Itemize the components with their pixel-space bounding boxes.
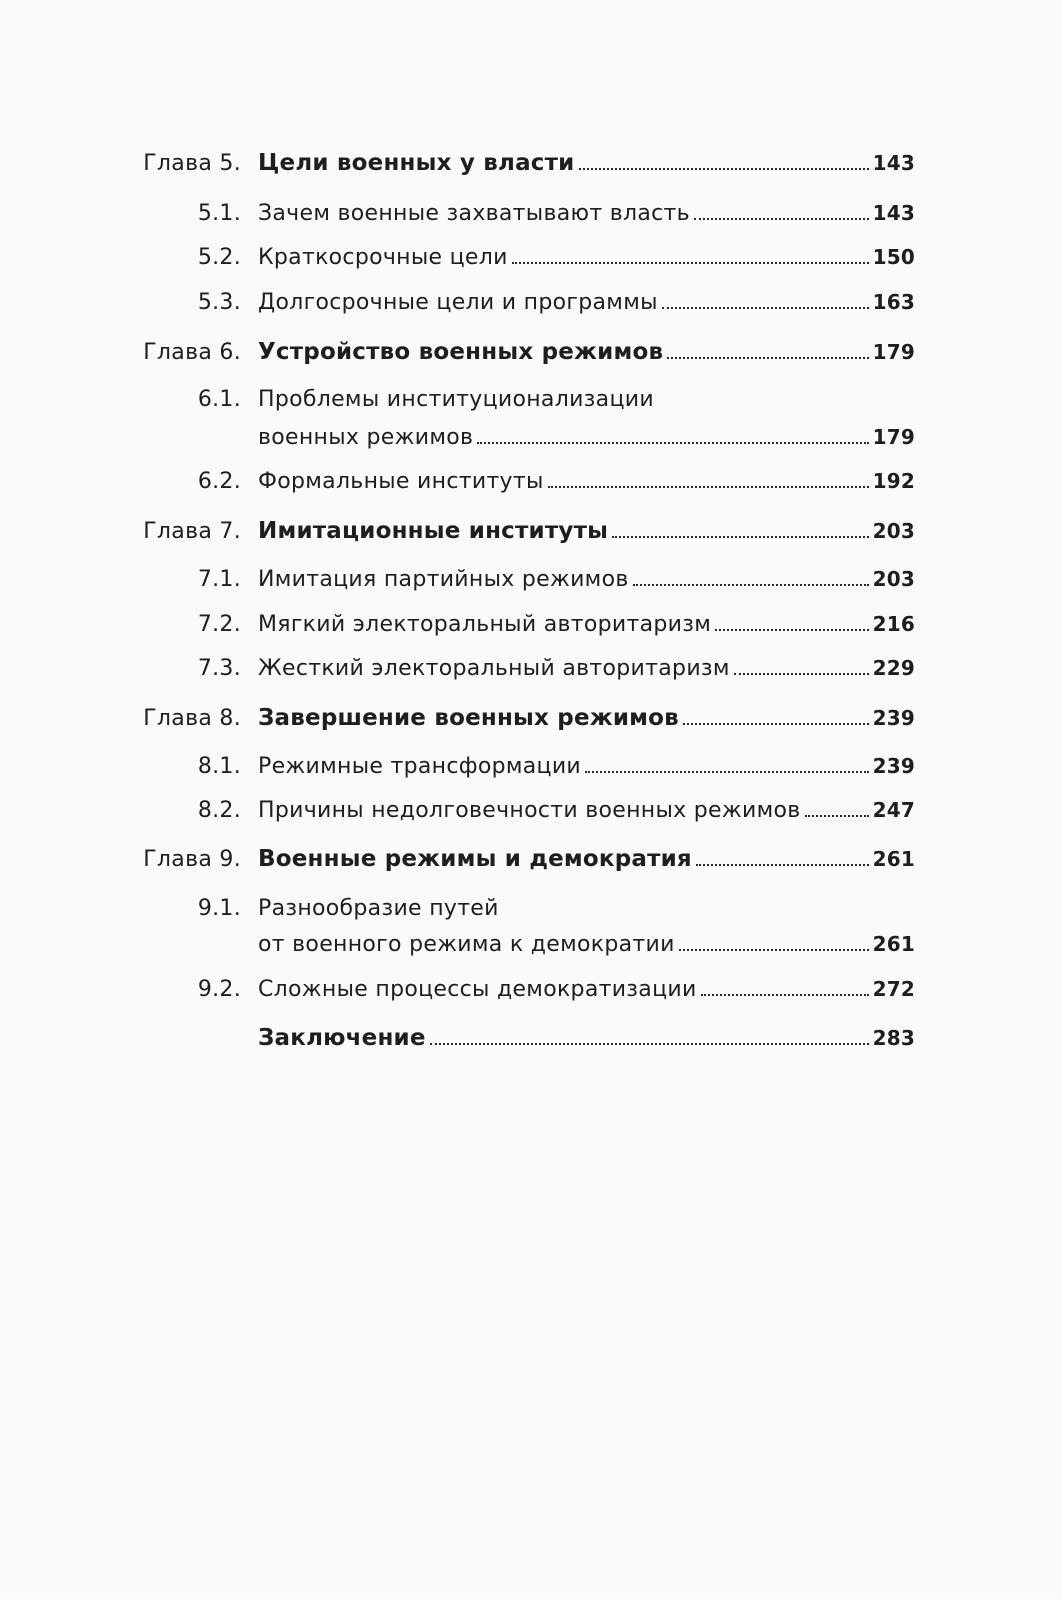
- chapter-title: Цели военных у власти: [258, 150, 575, 176]
- dot-leader: [662, 307, 869, 309]
- page-number: 203: [872, 519, 915, 543]
- page-number: 143: [872, 151, 915, 175]
- toc-section-row[interactable]: [0, 566, 1063, 596]
- section-title: Формальные институты: [258, 469, 544, 494]
- page-number: 239: [872, 754, 915, 778]
- chapter-number: Глава 8.: [143, 706, 241, 731]
- toc-conclusion-row[interactable]: [0, 1025, 1063, 1055]
- page-number: 179: [872, 340, 915, 364]
- dot-leader: [701, 994, 869, 996]
- page-number: 261: [872, 847, 915, 871]
- section-number: 7.3.: [197, 656, 241, 681]
- toc-line: [258, 705, 915, 731]
- section-number: 5.2.: [197, 245, 241, 270]
- dot-leader: [694, 218, 869, 220]
- section-title: Жесткий электоральный авторитаризм: [258, 656, 730, 681]
- toc-line: [258, 567, 915, 592]
- section-number: 8.2.: [197, 798, 241, 823]
- dot-leader: [679, 949, 869, 951]
- section-number: 5.1.: [197, 201, 241, 226]
- chapter-number: Глава 9.: [143, 847, 241, 872]
- section-title-continued: от военного режима к демократии: [258, 932, 675, 957]
- page-number: 179: [872, 425, 915, 449]
- toc-line: [258, 612, 915, 637]
- page-number: 163: [872, 290, 915, 314]
- toc-line: [258, 846, 915, 872]
- toc-section-row[interactable]: [0, 200, 1063, 230]
- toc-section-row[interactable]: [0, 797, 1063, 827]
- dot-leader: [548, 486, 869, 488]
- section-title: Имитация партийных режимов: [258, 567, 629, 592]
- toc-section-row[interactable]: [0, 931, 1063, 961]
- dot-leader: [715, 629, 868, 631]
- section-number: 8.1.: [197, 754, 241, 779]
- toc-section-row[interactable]: [0, 753, 1063, 783]
- dot-leader: [696, 864, 869, 866]
- toc-line: [258, 339, 915, 365]
- toc-section-row[interactable]: [0, 611, 1063, 641]
- dot-leader: [612, 536, 869, 538]
- dot-leader: [585, 771, 869, 773]
- chapter-number: Глава 6.: [143, 340, 241, 365]
- page-number: 283: [872, 1026, 915, 1050]
- toc-chapter-row[interactable]: [0, 846, 1063, 876]
- page-number: 143: [872, 201, 915, 225]
- section-title: Зачем военные захватывают власть: [258, 201, 690, 226]
- toc-section-row-first-line[interactable]: [0, 386, 1063, 416]
- page-number: 150: [872, 245, 915, 269]
- page-number: 203: [872, 567, 915, 591]
- toc-line: [258, 932, 915, 957]
- toc-line: [258, 754, 915, 779]
- section-number: 7.2.: [197, 612, 241, 637]
- conclusion-title: Заключение: [258, 1025, 426, 1051]
- section-title: Сложные процессы демократизации: [258, 977, 697, 1002]
- toc-line: [258, 425, 915, 450]
- chapter-number: Глава 5.: [143, 151, 241, 176]
- section-title: Причины недолговечности военных режимов: [258, 798, 801, 823]
- toc-line: [258, 245, 915, 270]
- page-number: 216: [872, 612, 915, 636]
- toc-section-row[interactable]: [0, 976, 1063, 1006]
- toc-chapter-row[interactable]: [0, 150, 1063, 180]
- page-number: 192: [872, 469, 915, 493]
- section-title-continued: военных режимов: [258, 425, 474, 450]
- section-number: 9.1.: [197, 896, 241, 921]
- toc-line: [258, 469, 915, 494]
- toc-chapter-row[interactable]: [0, 339, 1063, 369]
- toc-line: [258, 656, 915, 681]
- section-title: Режимные трансформации: [258, 754, 582, 779]
- dot-leader: [734, 673, 869, 675]
- dot-leader: [667, 357, 868, 359]
- chapter-title: Военные режимы и демократия: [258, 846, 692, 872]
- toc-section-row-first-line[interactable]: [0, 895, 1063, 925]
- page-number: 272: [872, 977, 915, 1001]
- toc-line: [258, 290, 915, 315]
- toc-chapter-row[interactable]: [0, 705, 1063, 735]
- page-number: 239: [872, 706, 915, 730]
- section-number: 6.1.: [197, 387, 241, 412]
- page-number: 229: [872, 656, 915, 680]
- section-title: Проблемы институционализации: [258, 387, 654, 412]
- toc-chapter-row[interactable]: [0, 518, 1063, 548]
- toc-section-row[interactable]: [0, 468, 1063, 498]
- section-title: Краткосрочные цели: [258, 245, 508, 270]
- toc-line: [258, 798, 915, 823]
- dot-leader: [683, 723, 869, 725]
- chapter-title: Имитационные институты: [258, 518, 609, 544]
- section-title: Мягкий электоральный авторитаризм: [258, 612, 712, 637]
- toc-line: [258, 201, 915, 226]
- toc-section-row[interactable]: [0, 424, 1063, 454]
- dot-leader: [579, 168, 869, 170]
- toc-line: [258, 518, 915, 544]
- toc-section-row[interactable]: [0, 244, 1063, 274]
- dot-leader: [633, 584, 869, 586]
- toc-section-row[interactable]: [0, 289, 1063, 319]
- section-number: 9.2.: [197, 977, 241, 1002]
- section-number: 5.3.: [197, 290, 241, 315]
- dot-leader: [430, 1043, 869, 1045]
- toc-line: [258, 977, 915, 1002]
- chapter-number: Глава 7.: [143, 519, 241, 544]
- toc-line: [258, 1025, 915, 1051]
- section-number: 6.2.: [197, 469, 241, 494]
- toc-section-row[interactable]: [0, 655, 1063, 685]
- toc-line: [258, 150, 915, 176]
- page-number: 247: [872, 798, 915, 822]
- section-title: Разнообразие путей: [258, 896, 499, 921]
- section-title: Долгосрочные цели и программы: [258, 290, 658, 315]
- chapter-title: Завершение военных режимов: [258, 705, 679, 731]
- dot-leader: [805, 815, 869, 817]
- section-number: 7.1.: [197, 567, 241, 592]
- page-number: 261: [872, 932, 915, 956]
- chapter-title: Устройство военных режимов: [258, 339, 664, 365]
- dot-leader: [477, 442, 868, 444]
- dot-leader: [512, 262, 869, 264]
